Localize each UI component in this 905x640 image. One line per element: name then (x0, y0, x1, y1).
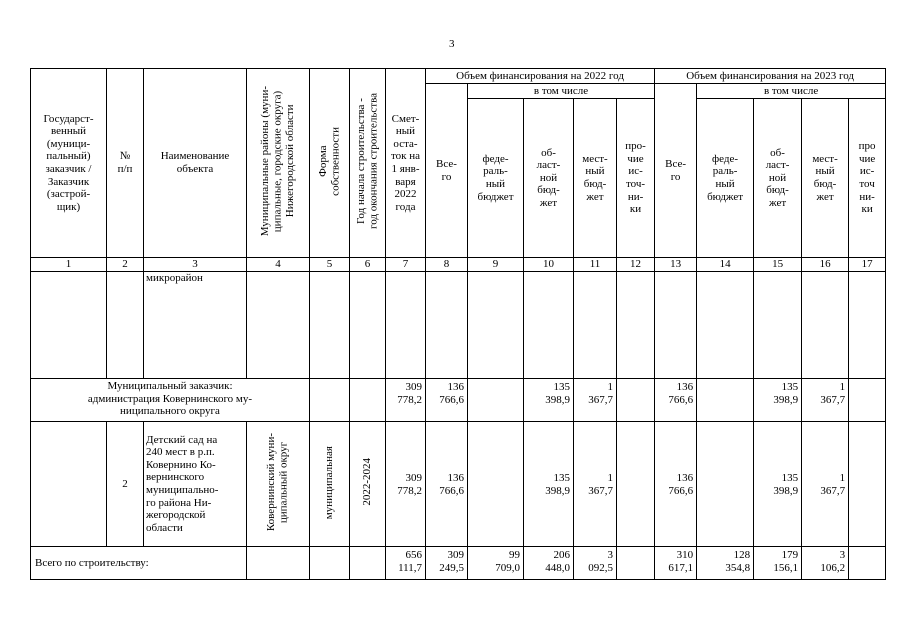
total-label-cell: Всего по строительству: (31, 547, 247, 580)
total-2023-cell: 136 766,6 (655, 379, 697, 422)
ownership-cell: муниципальная (310, 422, 350, 547)
column-number: 3 (144, 258, 247, 272)
table-cell (247, 547, 310, 580)
regional-2022-cell: 135 398,9 (524, 422, 574, 547)
header-total-2023: Все- го (655, 84, 697, 258)
object-name-cell: микрорайон (144, 272, 247, 379)
header-federal-2022: феде- раль- ный бюджет (468, 99, 524, 258)
table-cell (697, 422, 754, 547)
table-cell (107, 272, 144, 379)
table-cell (524, 272, 574, 379)
regional-2022-cell: 135 398,9 (524, 379, 574, 422)
table-cell (617, 422, 655, 547)
table-cell (574, 272, 617, 379)
column-number: 11 (574, 258, 617, 272)
header-total-2022: Все- го (426, 84, 468, 258)
index-cell: 2 (107, 422, 144, 547)
column-number: 5 (310, 258, 350, 272)
header-other-2023: про чие ис- точ ни- ки (849, 99, 886, 258)
header-regional-2022: об- ласт- ной бюд- жет (524, 99, 574, 258)
table-cell (386, 272, 426, 379)
column-number: 17 (849, 258, 886, 272)
header-including-2023: в том числе (697, 84, 886, 99)
column-number: 14 (697, 258, 754, 272)
local-2022-cell: 1 367,7 (574, 422, 617, 547)
table-cell (350, 379, 386, 422)
table-cell (849, 422, 886, 547)
header-years: Год начала строительства - год окончания строительства (350, 69, 386, 258)
total-2023-cell: 310 617,1 (655, 547, 697, 580)
header-funding-2022: Объем финансирования на 2022 год (426, 69, 655, 84)
table-cell (849, 379, 886, 422)
header-estimate-rest: Смет- ный оста- ток на 1 янв- варя 2022 года (386, 69, 426, 258)
local-2022-cell: 1 367,7 (574, 379, 617, 422)
table-cell (468, 379, 524, 422)
header-funding-2023: Объем финансирования на 2023 год (655, 69, 886, 84)
regional-2022-cell: 206 448,0 (524, 547, 574, 580)
header-other-2022: про- чие ис- точ- ни- ки (617, 99, 655, 258)
table-cell (849, 272, 886, 379)
header-ownership: Форма собственности (310, 69, 350, 258)
column-number: 12 (617, 258, 655, 272)
table-cell (426, 272, 468, 379)
estimate-rest-cell: 309 778,2 (386, 422, 426, 547)
header-local-2023: мест- ный бюд- жет (802, 99, 849, 258)
regional-2023-cell: 135 398,9 (754, 422, 802, 547)
column-numbers-row (31, 258, 886, 272)
column-number: 1 (31, 258, 107, 272)
column-number: 10 (524, 258, 574, 272)
table-cell (754, 272, 802, 379)
total-2022-cell: 136 766,6 (426, 422, 468, 547)
page-number: 3 (449, 38, 455, 50)
table-cell (31, 422, 107, 547)
header-including-2022: в том числе (468, 84, 655, 99)
customer-cell: Муниципальный заказчик: администрация Ковернинского му- ниципального округа (31, 379, 310, 422)
table-cell (350, 272, 386, 379)
table-cell (697, 379, 754, 422)
local-2023-cell: 1 367,7 (802, 422, 849, 547)
column-number: 2 (107, 258, 144, 272)
object-name-cell: Детский сад на 240 мест в р.п. Ковернино Ко- вернинского муниципально- го района Ни- жегородской области (144, 422, 247, 547)
table-cell (617, 547, 655, 580)
table-row-customer (31, 379, 886, 422)
table-cell (697, 272, 754, 379)
table-cell (802, 272, 849, 379)
table-cell (655, 272, 697, 379)
table-cell (350, 547, 386, 580)
header-row-top (31, 69, 886, 84)
total-2022-cell: 136 766,6 (426, 379, 468, 422)
table-cell (617, 272, 655, 379)
estimate-rest-cell: 309 778,2 (386, 379, 426, 422)
table-cell (468, 422, 524, 547)
federal-2022-cell: 99 709,0 (468, 547, 524, 580)
table-row-total (31, 547, 886, 580)
table-row-object (31, 422, 886, 547)
column-number: 16 (802, 258, 849, 272)
table-cell (468, 272, 524, 379)
header-index: № п/п (107, 69, 144, 258)
header-object-name: Наименование объекта (144, 69, 247, 258)
header-regional-2023: об- ласт- ной бюд- жет (754, 99, 802, 258)
column-number: 7 (386, 258, 426, 272)
table-cell (31, 272, 107, 379)
district-cell: Ковернинский муни- ципальный округ (247, 422, 310, 547)
header-customer: Государст- венный (муници- пальный) заказчик / Заказчик (застрой- щик) (31, 69, 107, 258)
total-2023-cell: 136 766,6 (655, 422, 697, 547)
header-districts: Муниципальные районы (муни- ципальные, городские округа) Нижегородской области (247, 69, 310, 258)
column-number: 4 (247, 258, 310, 272)
table-cell (310, 547, 350, 580)
regional-2023-cell: 179 156,1 (754, 547, 802, 580)
total-2022-cell: 309 249,5 (426, 547, 468, 580)
table-cell (310, 379, 350, 422)
column-number: 15 (754, 258, 802, 272)
local-2023-cell: 3 106,2 (802, 547, 849, 580)
federal-2023-cell: 128 354,8 (697, 547, 754, 580)
header-local-2022: мест- ный бюд- жет (574, 99, 617, 258)
table-cell (617, 379, 655, 422)
column-number: 6 (350, 258, 386, 272)
estimate-rest-cell: 656 111,7 (386, 547, 426, 580)
table-row-continuation (31, 272, 886, 379)
column-number: 8 (426, 258, 468, 272)
years-cell: 2022-2024 (350, 422, 386, 547)
table-cell (247, 272, 310, 379)
header-federal-2023: феде- раль- ный бюджет (697, 99, 754, 258)
column-number: 13 (655, 258, 697, 272)
local-2023-cell: 1 367,7 (802, 379, 849, 422)
table-cell (849, 547, 886, 580)
column-number: 9 (468, 258, 524, 272)
financing-table (30, 68, 886, 580)
local-2022-cell: 3 092,5 (574, 547, 617, 580)
table-cell (310, 272, 350, 379)
regional-2023-cell: 135 398,9 (754, 379, 802, 422)
